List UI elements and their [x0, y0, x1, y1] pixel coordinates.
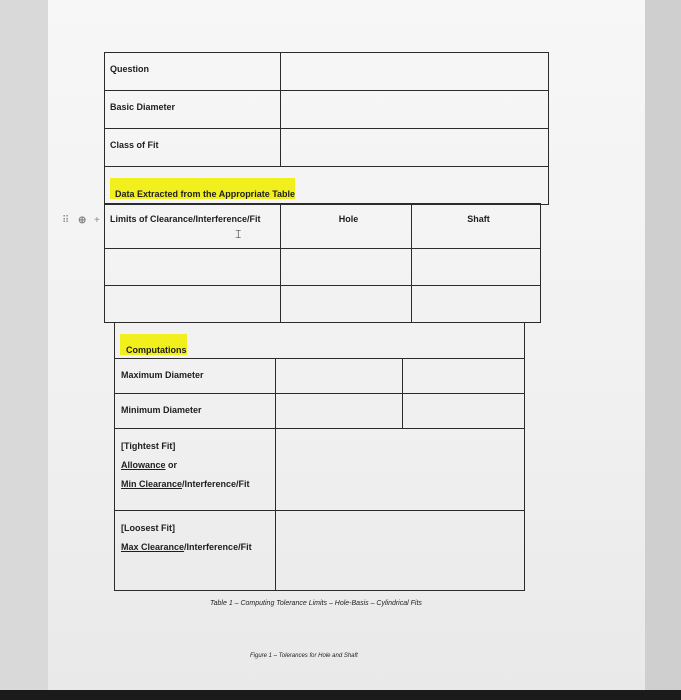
shaft-header-cell[interactable]: [412, 204, 541, 249]
allowance-link: Allowance: [121, 460, 166, 470]
question-table: [104, 52, 549, 205]
min-diameter-shaft-cell[interactable]: [403, 394, 525, 429]
min-clearance-link: Min Clearance: [121, 479, 183, 489]
loosest-fit-label-cell[interactable]: [115, 511, 276, 591]
class-of-fit-label-cell[interactable]: [105, 129, 281, 167]
hole-limit-cell[interactable]: [281, 249, 412, 286]
tightest-fit-label: [Tightest Fit]: [121, 441, 176, 451]
basic-diameter-value-cell[interactable]: [281, 91, 549, 129]
loosest-fit-label: [Loosest Fit]: [121, 523, 175, 533]
max-diameter-shaft-cell[interactable]: [403, 359, 525, 394]
min-clearance-suffix: /Interference/Fit: [182, 479, 250, 489]
desk-background-right: [645, 0, 681, 690]
limits-header-cell[interactable]: [105, 204, 281, 249]
hole-header-cell[interactable]: [281, 204, 412, 249]
allowance-or: or: [165, 460, 178, 470]
text-cursor-icon: 𝙸: [234, 227, 243, 241]
limits-header: Limits of Clearance/Interference/Fit: [110, 214, 261, 224]
basic-diameter-label-cell[interactable]: [105, 91, 281, 129]
question-label: Question: [110, 64, 150, 74]
class-of-fit-label: Class of Fit: [110, 140, 159, 150]
data-extracted-label: Data Extracted from the Appropriate Table: [110, 178, 295, 199]
drag-handle-icon[interactable]: ⠿: [62, 215, 70, 226]
min-diameter-label: Minimum Diameter: [121, 405, 202, 415]
hole-limit-cell[interactable]: [281, 286, 412, 323]
tightest-fit-value-cell[interactable]: [276, 429, 525, 511]
computations-table: [114, 322, 525, 591]
limits-cell[interactable]: [105, 249, 281, 286]
computations-cell[interactable]: [115, 323, 525, 359]
shaft-limit-cell[interactable]: [412, 286, 541, 323]
hole-header: Hole: [338, 214, 359, 224]
max-diameter-hole-cell[interactable]: [276, 359, 403, 394]
monitor-bezel: [0, 690, 681, 700]
max-diameter-label-cell[interactable]: [115, 359, 276, 394]
loosest-fit-value-cell[interactable]: [276, 511, 525, 591]
limits-cell[interactable]: [105, 286, 281, 323]
shaft-limit-cell[interactable]: [412, 249, 541, 286]
min-diameter-label-cell[interactable]: [115, 394, 276, 429]
add-row-icon[interactable]: +: [94, 215, 100, 226]
table-move-icon[interactable]: ⊕: [78, 215, 87, 226]
computations-label: Computations: [120, 334, 187, 355]
max-clearance-suffix: /Interference/Fit: [184, 542, 252, 552]
desk-background-left: [0, 0, 48, 690]
class-of-fit-value-cell[interactable]: [281, 129, 549, 167]
basic-diameter-label: Basic Diameter: [110, 102, 176, 112]
data-extracted-cell[interactable]: [105, 167, 549, 205]
table-caption: Table 1 – Computing Tolerance Limits – Hole-Basis – Cylindrical Fits: [210, 600, 422, 607]
figure-caption: Figure 1 – Tolerances for Hole and Shaft: [250, 653, 358, 659]
question-value-cell[interactable]: [281, 53, 549, 91]
shaft-header: Shaft: [467, 214, 490, 224]
limits-table: [104, 203, 541, 323]
max-diameter-label: Maximum Diameter: [121, 370, 204, 380]
max-clearance-link: Max Clearance: [121, 542, 185, 552]
question-label-cell[interactable]: [105, 53, 281, 91]
tightest-fit-label-cell[interactable]: [115, 429, 276, 511]
min-diameter-hole-cell[interactable]: [276, 394, 403, 429]
